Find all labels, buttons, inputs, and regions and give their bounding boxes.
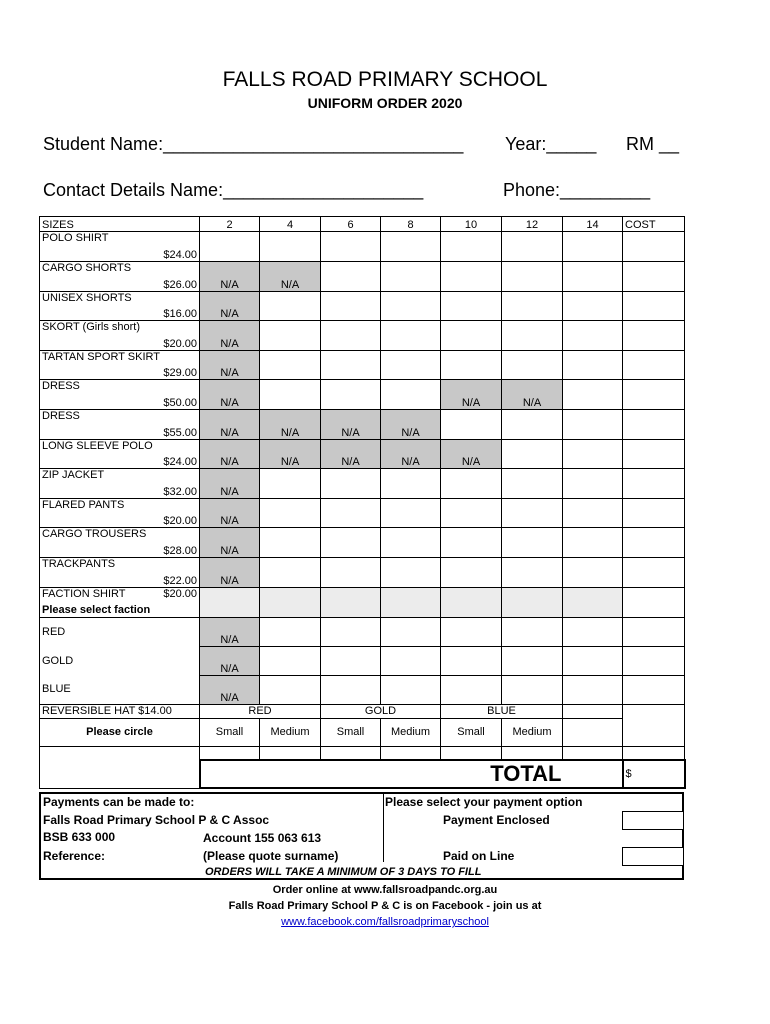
hat-name: REVERSIBLE HAT $14.00 (40, 704, 200, 718)
quantity-cell[interactable] (563, 439, 623, 469)
na-cell: N/A (200, 321, 260, 351)
na-cell: N/A (381, 409, 441, 439)
quantity-cell[interactable] (441, 291, 502, 321)
size-header: 10 (441, 217, 502, 232)
facebook-link[interactable]: www.facebook.com/fallsroadprimaryschool (281, 916, 489, 928)
item-name: TRACKPANTS (42, 557, 116, 570)
quantity-cell[interactable] (441, 232, 502, 262)
faction-color: GOLD (40, 646, 200, 675)
item-cell (40, 232, 200, 262)
blank-cell (563, 718, 623, 746)
hat-size-option[interactable]: Small (200, 718, 260, 746)
item-row (40, 291, 685, 321)
faction-shaded-cell (381, 587, 441, 617)
quantity-cell[interactable] (502, 262, 563, 292)
faction-shaded-cell (260, 587, 321, 617)
item-cell (40, 469, 200, 499)
na-cell: N/A (200, 262, 260, 292)
orders-notice: ORDERS WILL TAKE A MINIMUM OF 3 DAYS TO FILL (205, 866, 482, 878)
size-header: 12 (502, 217, 563, 232)
quantity-cell[interactable] (381, 675, 441, 704)
cost-cell[interactable] (623, 380, 685, 410)
na-cell: N/A (200, 617, 260, 646)
item-price: $16.00 (163, 308, 197, 321)
na-cell: N/A (200, 469, 260, 499)
payee: Falls Road Primary School P & C Assoc (43, 813, 270, 827)
hat-size-option[interactable]: Medium (381, 718, 441, 746)
quantity-cell[interactable] (260, 646, 321, 675)
quantity-cell[interactable] (441, 409, 502, 439)
quantity-cell[interactable] (563, 262, 623, 292)
quantity-cell[interactable] (563, 232, 623, 262)
quantity-cell[interactable] (260, 321, 321, 351)
quantity-cell[interactable] (563, 409, 623, 439)
blank-cell (260, 746, 321, 760)
cost-cell[interactable] (623, 646, 685, 675)
hat-size-option[interactable]: Medium (502, 718, 563, 746)
quantity-cell[interactable] (381, 291, 441, 321)
hat-size-option[interactable]: Small (321, 718, 381, 746)
na-cell: N/A (200, 350, 260, 380)
na-cell: N/A (200, 380, 260, 410)
item-price: $22.00 (163, 574, 197, 587)
item-name: FLARED PANTS (42, 498, 125, 511)
cost-cell[interactable] (623, 704, 685, 746)
phone-field: Phone:_________ (503, 180, 651, 200)
na-cell: N/A (200, 675, 260, 704)
quantity-cell[interactable] (502, 617, 563, 646)
quantity-cell[interactable] (563, 617, 623, 646)
faction-name: FACTION SHIRT (42, 587, 126, 600)
blank-cell (563, 746, 623, 760)
faction-price: $20.00 (163, 587, 197, 600)
faction-color: BLUE (40, 675, 200, 704)
item-price: $24.00 (163, 249, 197, 261)
item-row (40, 350, 685, 380)
form-title: UNIFORM ORDER 2020 (307, 95, 463, 111)
quantity-cell[interactable] (321, 557, 381, 587)
quantity-cell[interactable] (260, 291, 321, 321)
quantity-cell[interactable] (441, 469, 502, 499)
cost-cell[interactable] (623, 587, 685, 617)
hat-size-option[interactable]: Small (441, 718, 502, 746)
na-cell: N/A (441, 439, 502, 469)
quantity-cell[interactable] (502, 350, 563, 380)
hat-size-option[interactable]: Medium (260, 718, 321, 746)
quantity-cell[interactable] (321, 380, 381, 410)
item-name: SKORT (Girls short) (42, 321, 140, 334)
item-name: TARTAN SPORT SKIRT (42, 350, 160, 363)
bsb: BSB 633 000 (43, 830, 116, 844)
total-value[interactable]: $ (623, 760, 685, 788)
item-name: LONG SLEEVE POLO (42, 439, 153, 452)
quantity-cell[interactable] (260, 350, 321, 380)
faction-row (40, 587, 685, 617)
quantity-cell[interactable] (381, 232, 441, 262)
na-cell: N/A (441, 380, 502, 410)
hat-color: BLUE (441, 704, 563, 718)
quantity-cell[interactable] (502, 469, 563, 499)
quantity-cell[interactable] (502, 409, 563, 439)
size-header: 6 (321, 217, 381, 232)
size-header: 4 (260, 217, 321, 232)
payment-enclosed-label: Payment Enclosed (443, 813, 550, 827)
cost-cell[interactable] (623, 262, 685, 292)
quantity-cell[interactable] (381, 262, 441, 292)
faction-shaded-cell (563, 587, 623, 617)
quantity-cell[interactable] (563, 646, 623, 675)
order-online-text: Order online at www.fallsroadpandc.org.au (272, 884, 498, 896)
quantity-cell[interactable] (502, 646, 563, 675)
blank-cell (321, 746, 381, 760)
quantity-cell[interactable] (321, 646, 381, 675)
quantity-cell[interactable] (563, 557, 623, 587)
na-cell: N/A (200, 498, 260, 528)
item-price: $32.00 (163, 485, 197, 498)
na-cell: N/A (200, 439, 260, 469)
item-name: CARGO TROUSERS (42, 528, 147, 541)
contact-name-field: Contact Details Name:____________________ (43, 180, 424, 200)
quantity-cell[interactable] (441, 617, 502, 646)
cost-cell[interactable] (623, 469, 685, 499)
cost-cell[interactable] (623, 350, 685, 380)
payment-enclosed-checkbox[interactable] (622, 811, 684, 830)
quantity-cell[interactable] (502, 232, 563, 262)
item-name: POLO SHIRT (42, 232, 109, 244)
item-name: CARGO SHORTS (42, 262, 132, 274)
quantity-cell[interactable] (260, 617, 321, 646)
hat-row (40, 704, 685, 718)
item-price: $55.00 (163, 426, 197, 439)
na-cell: N/A (200, 646, 260, 675)
quantity-cell[interactable] (321, 675, 381, 704)
cost-cell[interactable] (623, 617, 685, 646)
blank-cell (563, 704, 623, 718)
quantity-cell[interactable] (563, 528, 623, 558)
school-title: FALLS ROAD PRIMARY SCHOOL (222, 68, 548, 91)
quantity-cell[interactable] (321, 291, 381, 321)
item-row (40, 262, 685, 292)
quantity-cell[interactable] (260, 675, 321, 704)
cost-label: COST (623, 217, 685, 232)
quantity-cell[interactable] (502, 439, 563, 469)
item-row (40, 528, 685, 558)
faction-shaded-cell (321, 587, 381, 617)
facebook-text: Falls Road Primary School P & C is on Facebook - join us at (228, 900, 542, 912)
quantity-cell[interactable] (563, 321, 623, 351)
hat-size-row (40, 718, 685, 746)
faction-note: Please select faction (42, 603, 151, 616)
quantity-cell[interactable] (441, 557, 502, 587)
payment-option-heading: Please select your payment option (385, 795, 583, 809)
item-row (40, 557, 685, 587)
item-row (40, 409, 685, 439)
na-cell: N/A (321, 409, 381, 439)
sizes-label: SIZES (40, 217, 200, 232)
total-label: TOTAL (200, 760, 623, 788)
item-name: DRESS (42, 380, 80, 393)
item-row (40, 321, 685, 351)
payment-divider (383, 794, 384, 862)
faction-cell (40, 587, 200, 617)
payment-heading: Payments can be made to: (43, 795, 195, 809)
quantity-cell[interactable] (563, 350, 623, 380)
reference-label: Reference: (43, 849, 106, 863)
cost-cell[interactable] (623, 321, 685, 351)
quantity-cell[interactable] (260, 528, 321, 558)
hat-color: GOLD (321, 704, 441, 718)
na-cell: N/A (200, 409, 260, 439)
facebook-link-row (0, 916, 770, 928)
student-name-field: Student Name:______________________________ (43, 134, 464, 154)
item-cell (40, 498, 200, 528)
cost-cell[interactable] (623, 439, 685, 469)
na-cell: N/A (381, 439, 441, 469)
hat-note: Please circle (40, 718, 200, 746)
na-cell: N/A (502, 380, 563, 410)
item-price: $28.00 (163, 544, 197, 557)
quantity-cell[interactable] (321, 469, 381, 499)
payment-section (39, 792, 684, 880)
quantity-cell[interactable] (321, 498, 381, 528)
item-cell (40, 557, 200, 587)
quantity-cell[interactable] (502, 321, 563, 351)
paid-online-label: Paid on Line (443, 849, 515, 863)
item-price: $26.00 (163, 278, 197, 291)
item-price: $29.00 (163, 367, 197, 380)
quantity-cell[interactable] (381, 617, 441, 646)
quantity-cell[interactable] (563, 469, 623, 499)
item-row (40, 439, 685, 469)
item-price: $20.00 (163, 515, 197, 528)
cost-cell[interactable] (623, 528, 685, 558)
item-price: $24.00 (163, 456, 197, 469)
item-name: DRESS (42, 409, 80, 422)
faction-color: RED (40, 617, 200, 646)
quantity-cell[interactable] (321, 350, 381, 380)
spacer-row (40, 746, 685, 760)
cost-cell[interactable] (623, 409, 685, 439)
quantity-cell[interactable] (502, 291, 563, 321)
quantity-cell[interactable] (502, 675, 563, 704)
quantity-cell[interactable] (321, 617, 381, 646)
account-number: Account 155 063 613 (203, 831, 322, 845)
item-cell (40, 409, 200, 439)
quantity-cell[interactable] (200, 232, 260, 262)
quantity-cell[interactable] (441, 675, 502, 704)
faction-shaded-cell (200, 587, 260, 617)
cost-cell[interactable] (623, 557, 685, 587)
cost-cell[interactable] (623, 232, 685, 262)
item-cell (40, 528, 200, 558)
faction-color-row (40, 617, 685, 646)
quantity-cell[interactable] (381, 469, 441, 499)
quantity-cell[interactable] (381, 557, 441, 587)
na-cell: N/A (200, 291, 260, 321)
quantity-cell[interactable] (260, 469, 321, 499)
item-cell (40, 291, 200, 321)
quote-surname: (Please quote surname) (203, 849, 339, 863)
cost-cell[interactable] (623, 498, 685, 528)
faction-shaded-cell (502, 587, 563, 617)
blank-cell (623, 746, 685, 760)
quantity-cell[interactable] (321, 262, 381, 292)
faction-shaded-cell (441, 587, 502, 617)
quantity-cell[interactable] (563, 675, 623, 704)
size-header: 2 (200, 217, 260, 232)
quantity-cell[interactable] (563, 498, 623, 528)
item-name: ZIP JACKET (42, 469, 105, 482)
faction-color-row (40, 646, 685, 675)
quantity-cell[interactable] (321, 232, 381, 262)
quantity-cell[interactable] (381, 498, 441, 528)
order-table (39, 216, 686, 789)
quantity-cell[interactable] (260, 557, 321, 587)
item-row (40, 380, 685, 410)
hat-color: RED (200, 704, 321, 718)
quantity-cell[interactable] (563, 291, 623, 321)
na-cell: N/A (260, 409, 321, 439)
cost-cell[interactable] (623, 675, 685, 704)
quantity-cell[interactable] (441, 350, 502, 380)
item-row (40, 469, 685, 499)
blank-cell (381, 746, 441, 760)
blank-cell (40, 746, 200, 788)
quantity-cell[interactable] (441, 528, 502, 558)
item-price: $50.00 (163, 396, 197, 409)
size-header: 8 (381, 217, 441, 232)
quantity-cell[interactable] (381, 646, 441, 675)
quantity-cell[interactable] (260, 232, 321, 262)
quantity-cell[interactable] (260, 380, 321, 410)
quantity-cell[interactable] (502, 528, 563, 558)
quantity-cell[interactable] (381, 350, 441, 380)
quantity-cell[interactable] (563, 380, 623, 410)
quantity-cell[interactable] (441, 646, 502, 675)
item-cell (40, 350, 200, 380)
item-cell (40, 262, 200, 292)
item-name: UNISEX SHORTS (42, 291, 132, 304)
quantity-cell[interactable] (441, 262, 502, 292)
na-cell: N/A (200, 528, 260, 558)
quantity-cell[interactable] (321, 321, 381, 351)
item-cell (40, 380, 200, 410)
faction-color-row (40, 675, 685, 704)
quantity-cell[interactable] (321, 528, 381, 558)
na-cell: N/A (321, 439, 381, 469)
quantity-cell[interactable] (381, 380, 441, 410)
paid-online-checkbox[interactable] (622, 847, 684, 866)
size-header: 14 (563, 217, 623, 232)
sizes-header-row (40, 217, 685, 232)
blank-cell (441, 746, 502, 760)
rm-field: RM __ (626, 134, 680, 154)
quantity-cell[interactable] (381, 321, 441, 351)
blank-cell (200, 746, 260, 760)
item-cell (40, 321, 200, 351)
year-field: Year:_____ (505, 134, 597, 154)
na-cell: N/A (260, 439, 321, 469)
na-cell: N/A (260, 262, 321, 292)
item-price: $20.00 (163, 337, 197, 350)
quantity-cell[interactable] (441, 498, 502, 528)
na-cell: N/A (200, 557, 260, 587)
item-cell (40, 439, 200, 469)
quantity-cell[interactable] (381, 528, 441, 558)
blank-cell (502, 746, 563, 760)
item-row (40, 498, 685, 528)
item-row (40, 232, 685, 262)
quantity-cell[interactable] (441, 321, 502, 351)
quantity-cell[interactable] (502, 498, 563, 528)
cost-cell[interactable] (623, 291, 685, 321)
quantity-cell[interactable] (502, 557, 563, 587)
quantity-cell[interactable] (260, 498, 321, 528)
